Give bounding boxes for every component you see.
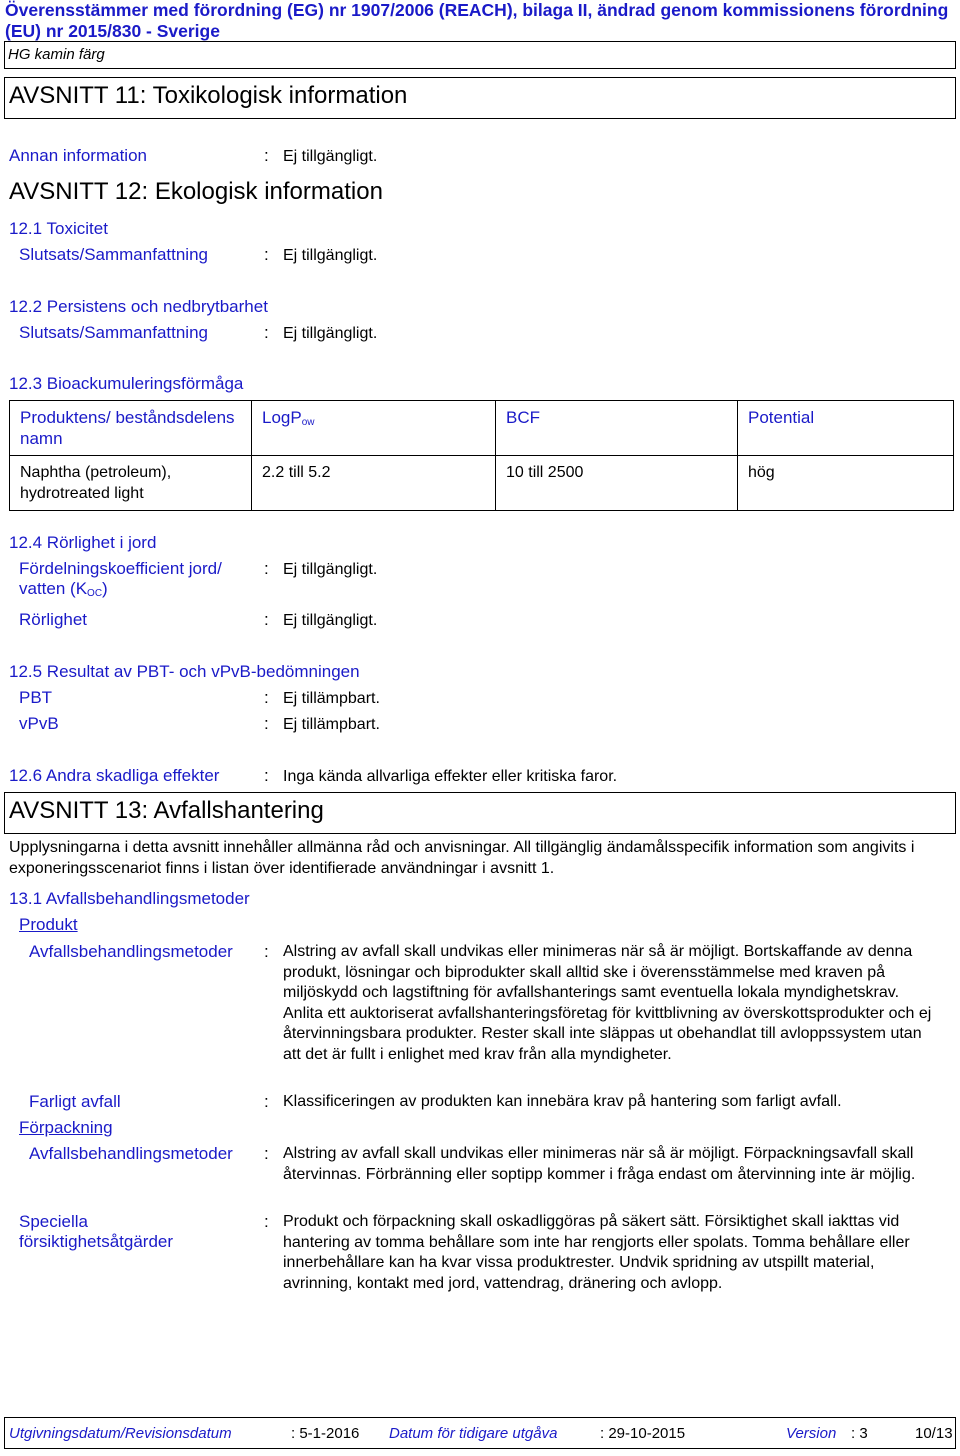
annan-information-label: Annan information [9,146,147,165]
vpvb-label: vPvB [19,714,59,733]
issue-date-label: Utgivningsdatum/Revisionsdatum [9,1425,232,1442]
produkt-label: Produkt [19,915,78,934]
table-cell-logp: 2.2 till 5.2 [252,456,496,511]
hazardous-waste-value: Klassificeringen av produkten kan innebära krav på hantering som farligt avfall. [283,1093,842,1110]
colon: : [264,146,269,165]
table-cell-bcf: 10 till 2500 [496,456,738,511]
special-precautions-value: Produkt och förpackning skall oskadliggöras på säkert sätt. Försiktighet skall iakttas vid hantering av tomma behållare som inte har rengjorts eller spolats. Tomma behållare eller innerbehållare kan ha kvar vissa produktrester. Undvik spridning av utspillt material, avrinning, kontakt med jord, vattendrag, dränering och avlopp. [283,1213,910,1292]
colon: : [264,1212,269,1231]
packaging-methods-label: Avfallsbehandlingsmetoder [29,1144,233,1163]
produkt-methods-label: Avfallsbehandlingsmetoder [29,942,233,961]
colon: : [264,323,269,342]
toxicity-conclusion-value: Ej tillgängligt. [283,247,378,264]
page-number: 10/13 [915,1425,953,1442]
persistence-heading: 12.2 Persistens och nedbrytbarhet [9,297,268,316]
colon: : [264,610,269,629]
section-11-title: AVSNITT 11: Toxikologisk information [9,82,408,109]
table-cell-potential: hög [738,456,954,511]
waste-methods-heading: 13.1 Avfallsbehandlingsmetoder [9,889,250,908]
mobility-value: Ej tillgängligt. [283,612,378,629]
koc-label [19,559,255,604]
bioaccumulation-table [9,400,954,511]
table-cell-product: Naphtha (petroleum), hydrotreated light [10,456,252,511]
logp-subscript: ow [301,417,315,428]
colon: : [264,942,269,961]
section-13-intro: Upplysningarna i detta avsnitt innehåller allmänna råd och anvisningar. All tillgänglig ändamålsspecifik information som angivits i exponeringsscenariot finns i listan över identifierade användningar i avsnitt 1. [9,839,915,877]
product-name-box [4,41,956,69]
section-13-title: AVSNITT 13: Avfallshantering [9,797,324,824]
other-effects-value: Inga kända allvarliga effekter eller kritiska faror. [283,768,618,785]
koc-label-text: Fördelningskoefficient jord/ vatten (K [19,559,222,598]
hazardous-waste-label: Farligt avfall [29,1092,121,1111]
logp-text: LogP [262,408,302,427]
product-name: HG kamin färg [8,46,105,63]
section-12-title: AVSNITT 12: Ekologisk information [9,178,383,205]
mobility-label: Rörlighet [19,610,88,629]
mobility-heading: 12.4 Rörlighet i jord [9,533,157,552]
table-header-product: Produktens/ beståndsdelens namn [10,401,252,456]
koc-subscript: OC [87,588,103,599]
colon: : [264,1144,269,1163]
colon: : [264,766,269,785]
produkt-methods-value: Alstring av avfall skall undvikas eller minimeras när så är möjligt. Bortskaffande av denna produkt, lösningar och biprodukter skall alltid ske i överensstämmelse med kraven på miljöskydd och lagstiftning för avfallshanterings samt eventuella lokala myndighetskrav. Anlita ett auktoriserat avfallshanteringsföretag för kvittblivning av överskottsprodukter och ej återvinningsbara produkter. Rester skall inte släppas ut obehandlat till avloppssystem utan att det är fullt i enlighet med krav från alla myndigheter. [283,943,932,1063]
colon: : [264,245,269,264]
table-header-potential: Potential [738,401,954,456]
table-header-bcf: BCF [496,401,738,456]
colon: : [264,559,269,578]
vpvb-value: Ej tillämpbart. [283,716,380,733]
persistence-conclusion-label: Slutsats/Sammanfattning [19,323,208,342]
koc-label-end: ) [102,579,108,598]
issue-date-value: : 5-1-2016 [291,1425,360,1442]
table-header-logp [252,401,496,456]
packaging-methods-value: Alstring av avfall skall undvikas eller minimeras när så är möjligt. Förpackningsavfall skall återvinnas. Förbränning eller soptipp kommer i fråga endast om återvinning inte är möjlig. [283,1145,916,1183]
bioaccumulation-heading: 12.3 Bioackumuleringsförmåga [9,374,244,393]
persistence-conclusion-value: Ej tillgängligt. [283,325,378,342]
packaging-label: Förpackning [19,1118,113,1137]
colon: : [264,714,269,733]
toxicity-conclusion-label: Slutsats/Sammanfattning [19,245,208,264]
other-effects-label: 12.6 Andra skadliga effekter [9,766,220,785]
version-value: : 3 [851,1425,868,1442]
colon: : [264,1092,269,1111]
previous-date-value: : 29-10-2015 [600,1425,686,1442]
special-precautions-label: Speciella försiktighetsåtgärder [19,1212,174,1251]
table-header-row [10,401,954,456]
version-label: Version [786,1425,837,1442]
pbt-value: Ej tillämpbart. [283,690,380,707]
pbt-label: PBT [19,688,53,707]
colon: : [264,688,269,707]
document-header-title: Överensstämmer med förordning (EG) nr 1907/2006 (REACH), bilaga II, ändrad genom kommissionens förordning (EU) nr 2015/830 - Sverige [5,0,949,41]
toxicity-heading: 12.1 Toxicitet [9,219,108,238]
table-row [10,456,954,511]
pbt-heading: 12.5 Resultat av PBT- och vPvB-bedömningen [9,662,360,681]
previous-date-label: Datum för tidigare utgåva [389,1425,558,1442]
koc-value: Ej tillgängligt. [283,561,378,578]
annan-information-value: Ej tillgängligt. [283,148,378,165]
